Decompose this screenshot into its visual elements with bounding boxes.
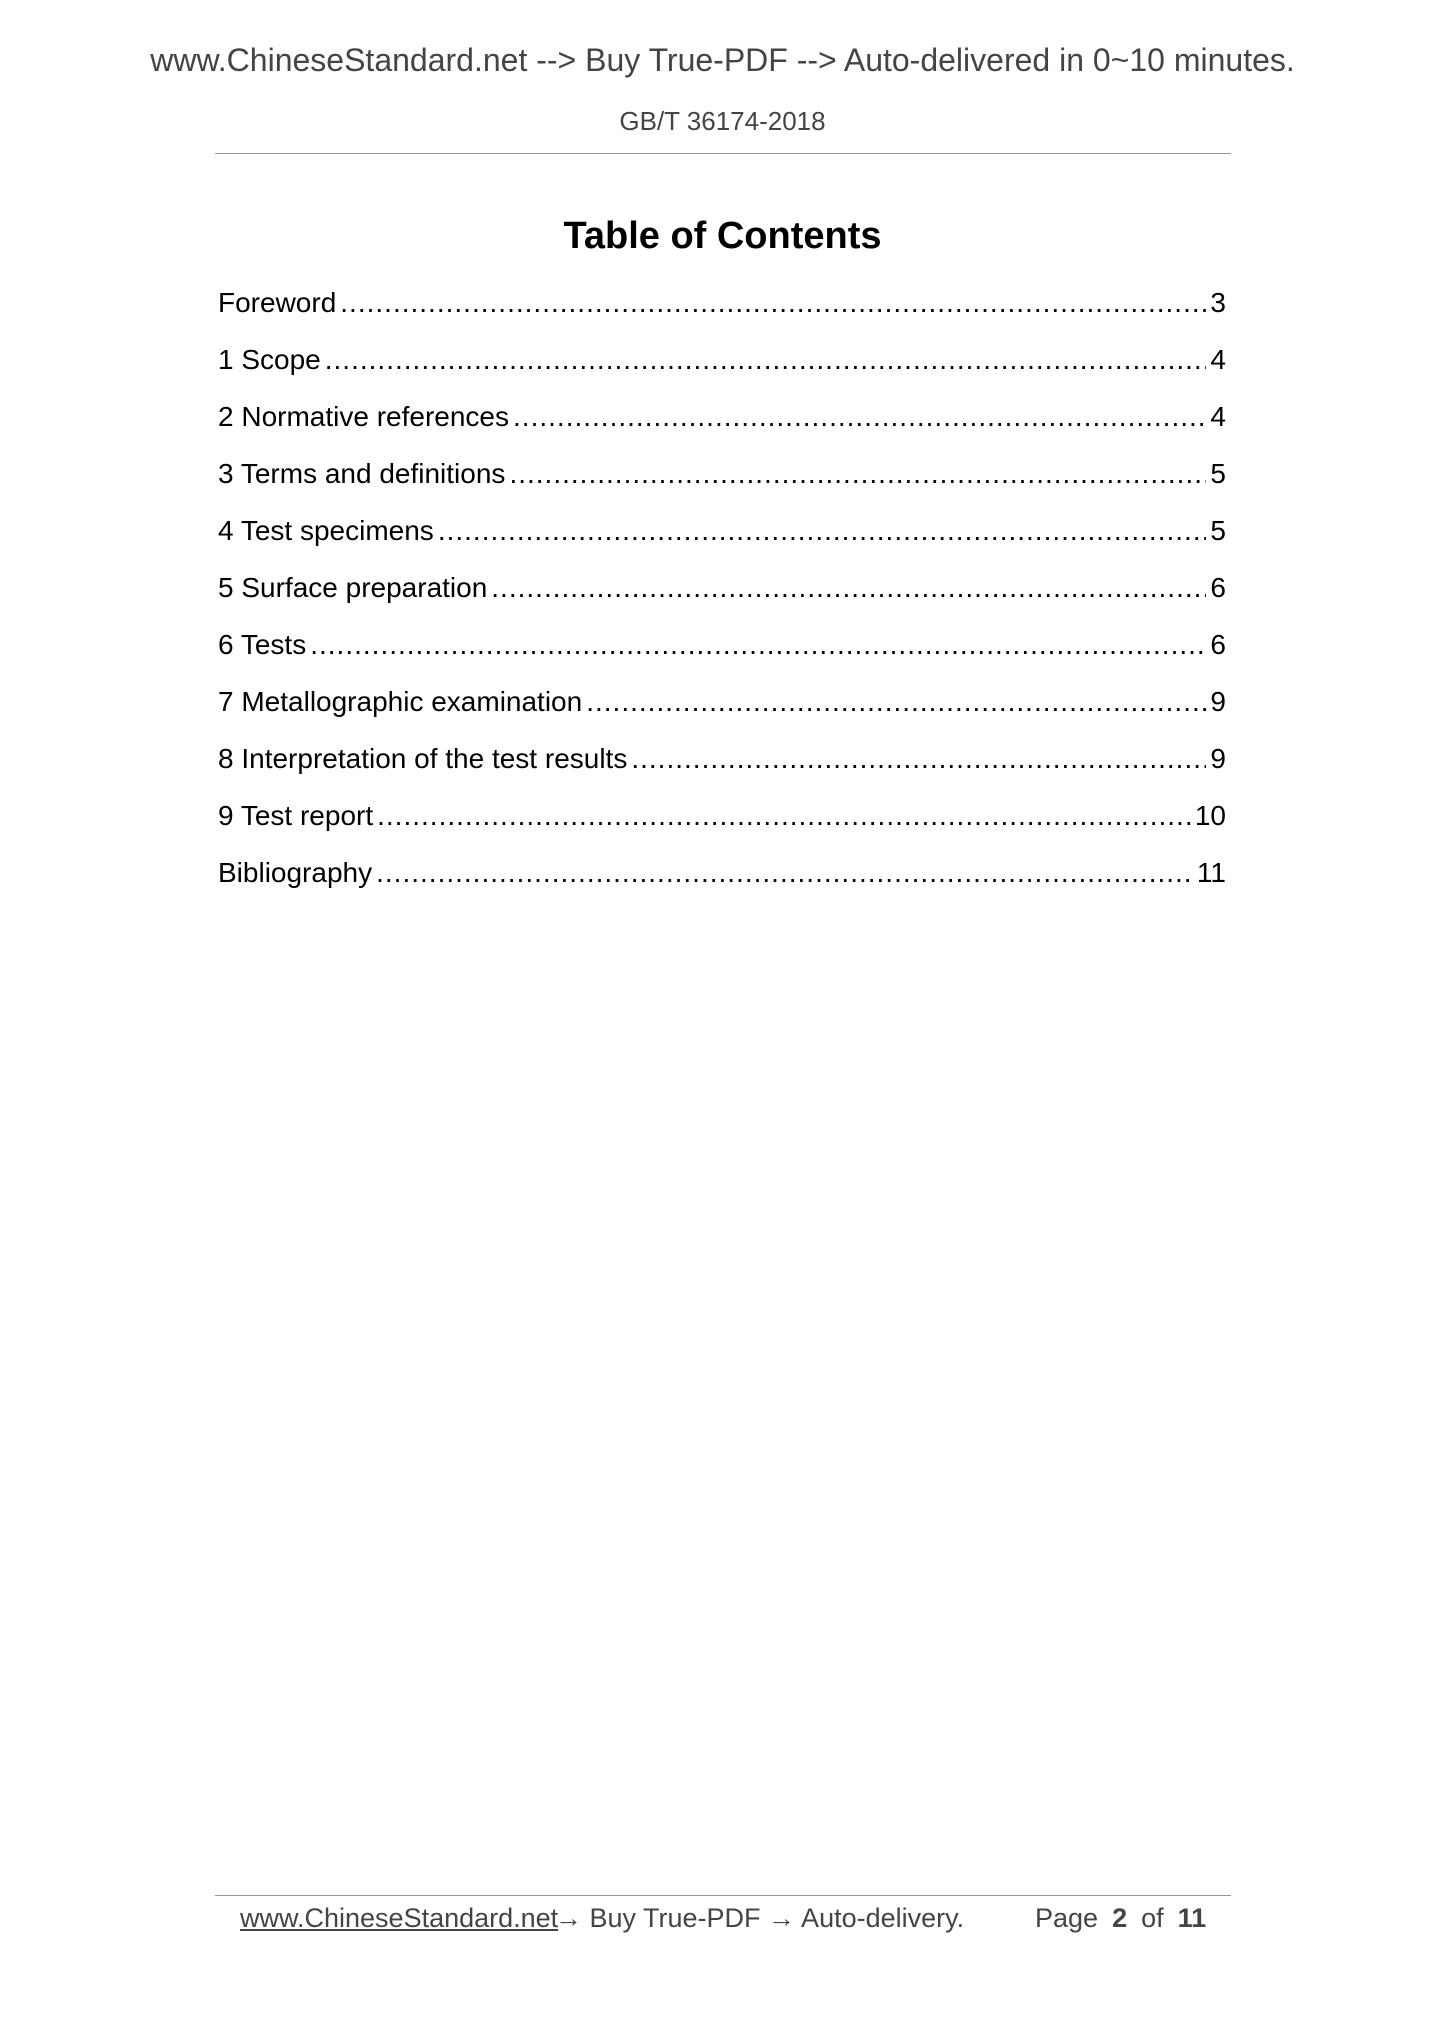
toc-dot-leader xyxy=(586,679,1206,725)
footer-page-total: 11 xyxy=(1177,1903,1207,1933)
top-banner: www.ChineseStandard.net --> Buy True-PDF --> Auto-delivered in 0~10 minutes. xyxy=(150,42,1295,78)
toc-entry-label: Foreword xyxy=(218,287,337,318)
toc-entry-normative-references[interactable] xyxy=(218,394,1226,451)
toc-entry-label: 3 Terms and definitions xyxy=(218,458,506,489)
toc-entry-terms-and-definitions[interactable] xyxy=(218,451,1226,508)
toc-entry-label: 7 Metallographic examination xyxy=(218,686,583,717)
page-footer xyxy=(240,1898,1210,1938)
toc-dot-leader xyxy=(340,280,1206,326)
toc-title: Table of Contents xyxy=(563,215,882,257)
toc-entry-page: 10 xyxy=(1194,800,1226,831)
toc-entry-page: 5 xyxy=(1210,515,1226,546)
toc-entry-label: 6 Tests xyxy=(218,629,307,660)
toc-dot-leader xyxy=(509,451,1206,497)
toc-entry-test-specimens[interactable] xyxy=(218,508,1226,565)
footer-of-word: of xyxy=(1141,1903,1164,1933)
toc-dot-leader xyxy=(325,337,1207,383)
standard-code: GB/T 36174-2018 xyxy=(619,106,826,136)
toc-dot-leader xyxy=(438,508,1207,554)
toc-entry-metallographic-examination[interactable] xyxy=(218,679,1226,736)
toc-entry-surface-preparation[interactable] xyxy=(218,565,1226,622)
toc-entry-page: 4 xyxy=(1210,401,1226,432)
toc-entry-label: 5 Surface preparation xyxy=(218,572,488,603)
toc-entry-foreword[interactable] xyxy=(218,280,1226,337)
toc-dot-leader xyxy=(491,565,1206,611)
toc-entry-label: Bibliography xyxy=(218,857,373,888)
footer-tagline: → Buy True-PDF → Auto-delivery. xyxy=(555,1903,965,1933)
toc-dot-leader xyxy=(631,736,1206,782)
footer-website-link[interactable]: www.ChineseStandard.net xyxy=(240,1903,559,1933)
toc-dot-leader xyxy=(377,793,1191,839)
toc-entry-page: 9 xyxy=(1210,743,1226,774)
footer-page-indicator xyxy=(1035,1898,1206,1938)
toc-entry-tests[interactable] xyxy=(218,622,1226,679)
toc-entry-scope[interactable] xyxy=(218,337,1226,394)
toc-entry-label: 4 Test specimens xyxy=(218,515,434,546)
footer-page-current: 2 xyxy=(1112,1903,1128,1933)
toc-entry-label: 8 Interpretation of the test results xyxy=(218,743,628,774)
toc-entry-page: 11 xyxy=(1196,857,1226,888)
toc-entry-page: 4 xyxy=(1210,344,1226,375)
header-divider xyxy=(215,153,1231,154)
toc-entry-bibliography[interactable] xyxy=(218,850,1226,907)
toc-entry-test-report[interactable] xyxy=(218,793,1226,850)
toc-entry-label: 2 Normative references xyxy=(218,401,510,432)
toc-dot-leader xyxy=(310,622,1206,668)
toc-entry-page: 5 xyxy=(1210,458,1226,489)
toc-entry-label: 9 Test report xyxy=(218,800,374,831)
toc-dot-leader xyxy=(513,394,1206,440)
toc-entry-page: 6 xyxy=(1210,629,1226,660)
toc-dot-leader xyxy=(376,850,1193,896)
toc-entry-page: 9 xyxy=(1210,686,1226,717)
toc-entry-label: 1 Scope xyxy=(218,344,321,375)
footer-page-word: Page xyxy=(1035,1903,1099,1933)
toc-entry-page: 6 xyxy=(1210,572,1226,603)
toc-entry-page: 3 xyxy=(1210,287,1226,318)
footer-divider xyxy=(215,1895,1231,1896)
toc-entry-interpretation-of-results[interactable] xyxy=(218,736,1226,793)
toc-list xyxy=(218,280,1226,907)
